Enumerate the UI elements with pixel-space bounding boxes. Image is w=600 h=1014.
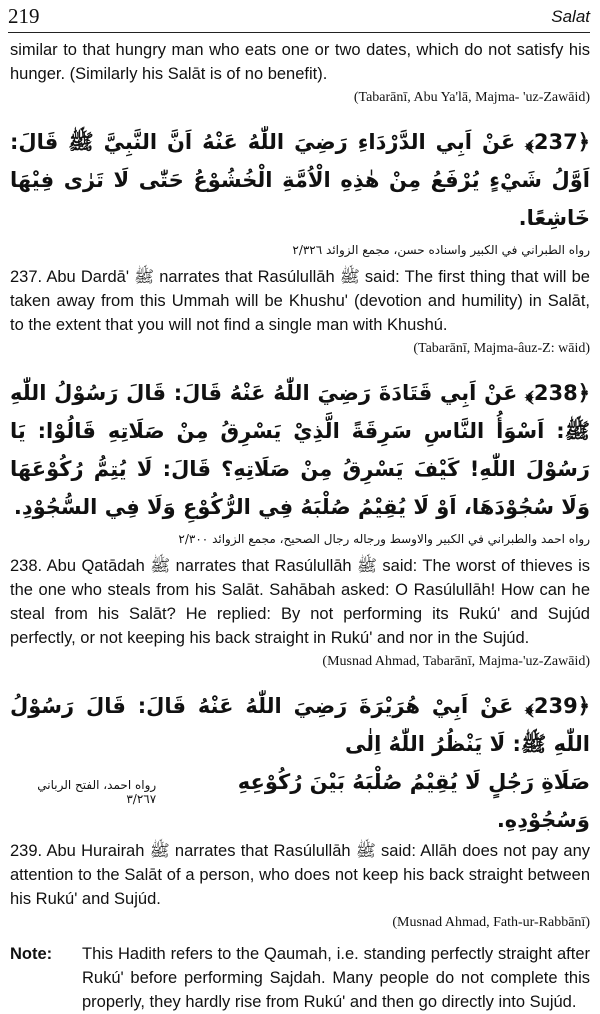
running-title: Salat bbox=[551, 7, 590, 26]
hadith-239-number: 239. bbox=[10, 842, 43, 860]
hadith-239-text: Abu Hurairah ﷺ narrates that Rasúlullāh ﷺ said: Allāh does not pay any attention to the Salāt of a person, who does not keep his back straight between his Rukú' and Sujúd. bbox=[10, 842, 590, 908]
page-number: 219 bbox=[8, 4, 40, 28]
hadith-237-text: Abu Dardā' ﷺ narrates that Rasúlullāh ﷺ said: The first thing that will be taken away from this Ummah will be Khushu' (devotion and humility) in Salāt, to the extent that you will not find a single man with Khushú. bbox=[10, 268, 590, 334]
note-text: This Hadith refers to the Qaumah, i.e. standing perfectly straight after Rukú' before performing Sajdah. Many people do not complete this properly, they hardly rise from Rukú' and then go directly into Sujúd. bbox=[82, 945, 590, 1011]
continuation-source: (Tabarānī, Abu Ya'lā, Majma- 'uz-Zawāid) bbox=[353, 90, 590, 105]
hadith-238-translation bbox=[10, 554, 590, 650]
hadith-237-source: (Tabarānī, Majma-âuz-Z: wāid) bbox=[413, 341, 590, 356]
hadith-239-translation bbox=[10, 839, 590, 911]
hadith-239-arabic-line2: صَلَاةِ رَجُلٍ لَا يُقِيْمُ صُلْبَهُ بَيْنَ رُكُوْعِهِ وَسُجُوْدِهِ. bbox=[237, 770, 590, 832]
continuation-text: similar to that hungry man who eats one or two dates, which do not satisfy his hunger. (Similarly his Salāt is of no benefit). bbox=[10, 41, 590, 83]
hadith-238-number: 238. bbox=[10, 557, 43, 575]
hadith-237-arabic: ﴿237﴾ عَنْ اَبِي الدَّرْدَاءِ رَضِيَ اللّٰهُ عَنْهُ اَنَّ النَّبِيَّ ﷺ قَالَ: اَوَّلُ شَيْءٍ يُرْفَعُ مِنْ هٰذِهِ الْاُمَّةِ الْخُشُوْعُ حَتّٰى لَا تَرٰى فِيْهَا خَاشِعًا. bbox=[10, 130, 590, 230]
page-header bbox=[8, 0, 590, 33]
hadith-238-source: (Musnad Ahmad, Tabarānī, Majma-'uz-Zawāid) bbox=[322, 654, 590, 669]
hadith-237-translation bbox=[10, 265, 590, 337]
page-body bbox=[10, 38, 590, 1014]
hadith-239-source: (Musnad Ahmad, Fath-ur-Rabbānī) bbox=[392, 915, 590, 930]
hadith-237-arabic-reference: رواه الطبراني في الكبير واسناده حسن، مجمع الزوائد ٢/٣٢٦ bbox=[292, 243, 590, 257]
hadith-239-arabic-row bbox=[10, 763, 590, 839]
hadith-239-arabic-line1: ﴿239﴾ عَنْ اَبِيْ هُرَيْرَةَ رَضِيَ اللّٰهُ عَنْهُ قَالَ: قَالَ رَسُوْلُ اللّٰهِ ﷺ: لَا يَنْظُرُ اللّٰهُ اِلٰى bbox=[10, 694, 590, 756]
hadith-237-number: 237. bbox=[10, 268, 43, 286]
hadith-238-arabic: ﴿238﴾ عَنْ اَبِي قَتَادَةَ رَضِيَ اللّٰهُ عَنْهُ قَالَ: قَالَ رَسُوْلُ اللّٰهِ ﷺ: اَسْوَأُ النَّاسِ سَرِقَةً الَّذِيْ يَسْرِقُ مِنْ صَلَاتِهِ قَالُوْا: يَا رَسُوْلَ اللّٰهِ! كَيْفَ يَسْرِقُ مِنْ صَلَاتِهِ؟ قَالَ: لَا يُتِمُّ رُكُوْعَهَا وَلَا سُجُوْدَهَا، اَوْ لَا يُقِيْمُ صُلْبَهُ فِي الرُّكُوْعِ وَلَا فِي السُّجُوْدِ. bbox=[10, 381, 590, 519]
note-label: Note: bbox=[10, 945, 53, 963]
hadith-239-arabic-reference: رواه احمد، الفتح الرباني ٣/٢٦٧ bbox=[37, 778, 157, 806]
hadith-238-text: Abu Qatādah ﷺ narrates that Rasúlullāh ﷺ said: The worst of thieves is the one who steals from his Salāt. Sahābah asked: O Rasúlullāh! How can he steal from his Salāt? He replied: By not performing its Rukú' and Sujúd perfectly, or not keeping his back straight in Rukú' and nor in the Sujúd. bbox=[10, 557, 590, 647]
hadith-238-arabic-reference: رواه احمد والطبراني في الكبير والاوسط ورجاله رجال الصحيح، مجمع الزوائد ٢/٣٠٠ bbox=[178, 532, 590, 546]
note-block bbox=[10, 942, 590, 1014]
